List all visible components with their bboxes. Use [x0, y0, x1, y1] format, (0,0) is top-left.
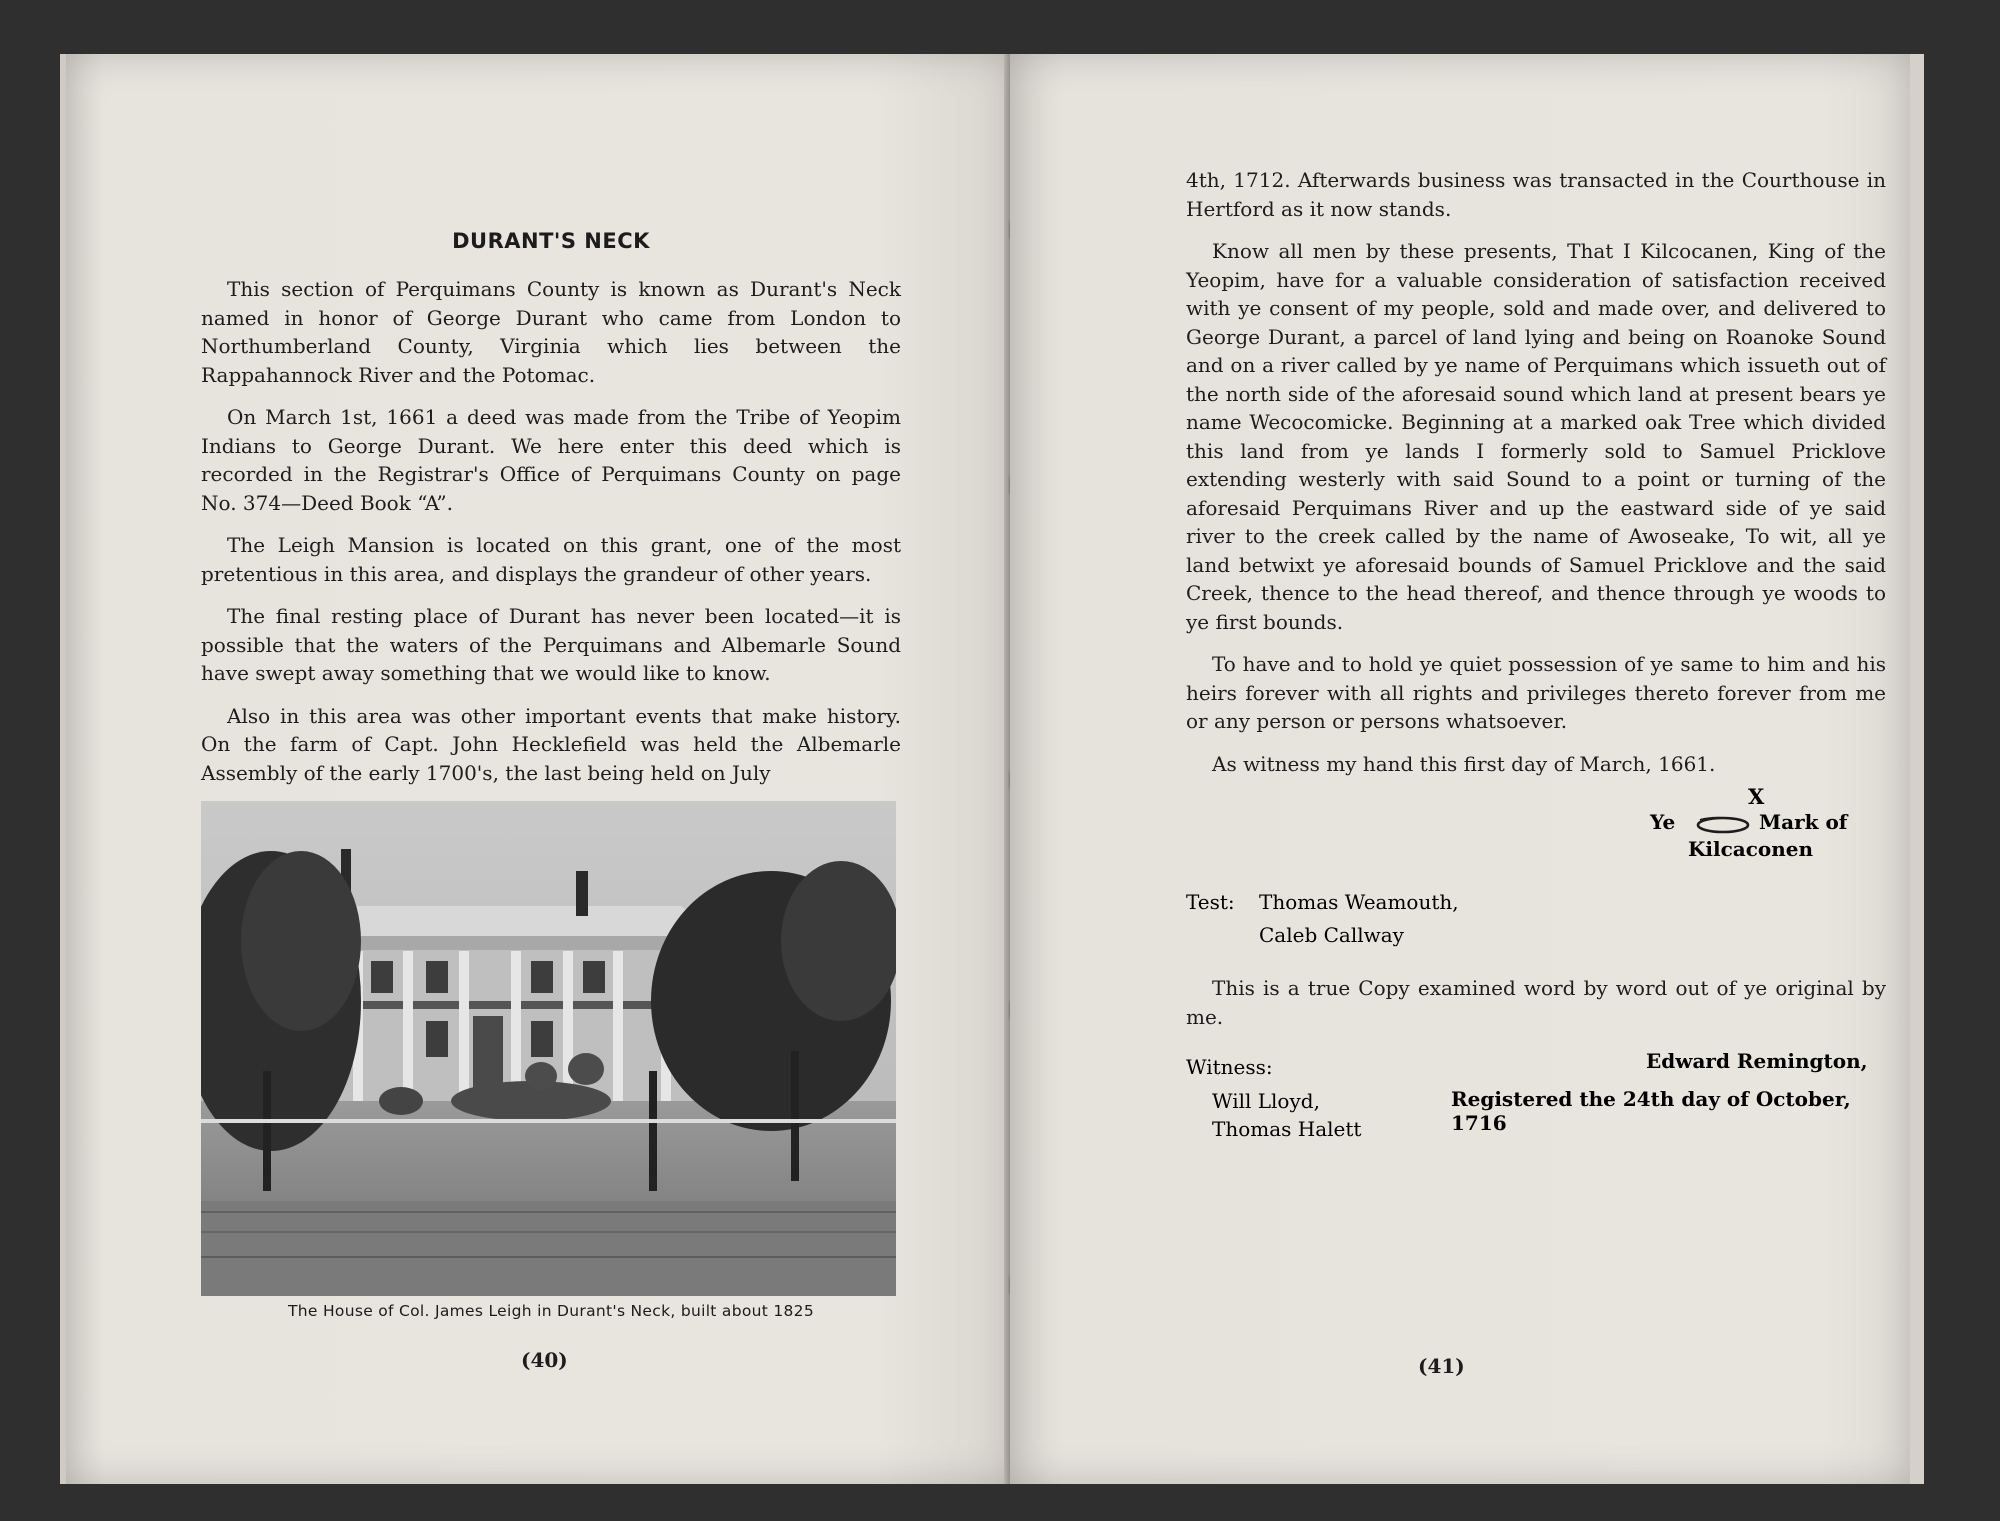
witness-block [1186, 1049, 1886, 1149]
test-label: Test: [1186, 890, 1235, 914]
paragraph: To have and to hold ye quiet possession of ye same to him and his heirs forever with all rights and privileges thereto forever from me or any person or persons whatsoever. [1186, 652, 1886, 733]
paragraph: On March 1st, 1661 a deed was made from the Tribe of Yeopim Indians to George Durant. We here enter this deed which is recorded in the Registrar's Office of Perquimans County on page No. 374—Deed Book “A”. [201, 405, 901, 515]
paragraph: The final resting place of Durant has never been located—it is possible that the waters of the Perquimans and Albemarle Sound have swept away something that we would like to know. [201, 604, 901, 685]
house-photo-illustration [201, 801, 896, 1296]
mark-x: X [1748, 784, 1765, 809]
mark-of-label: Mark of [1759, 810, 1848, 834]
paragraph: As witness my hand this first day of March, 1661. [1212, 751, 1716, 776]
page-title: DURANT'S NECK [452, 229, 650, 253]
registration-date: Registered the 24th day of October, 1716 [1451, 1087, 1851, 1135]
paragraph: The Leigh Mansion is located on this grant, one of the most pretentious in this area, and displays the grandeur of other years. [201, 533, 901, 586]
witness-label: Witness: [1186, 1055, 1273, 1079]
signature-mark-glyph [1694, 814, 1752, 836]
witness-name: Thomas Halett [1212, 1117, 1362, 1141]
mark-ye: Ye [1650, 810, 1676, 834]
house-photograph [201, 801, 896, 1296]
paragraph: This section of Perquimans County is known as Durant's Neck named in honor of George Durant who came from London to Northumberland County, Virginia which lies between the Rappahannock River and the Potomac. [201, 277, 901, 387]
open-booklet [60, 54, 1960, 1484]
registrar-name: Edward Remington, [1646, 1049, 1868, 1073]
page-number: (41) [1418, 1354, 1465, 1378]
page-number: (40) [521, 1348, 568, 1372]
paragraph: Know all men by these presents, That I Kilcocanen, King of the Yeopim, have for a valuable consideration of satisfaction received with ye consent of my people, sold and made over, and delivered to George Durant, a parcel of land lying and being on Roanoke Sound and on a river called by ye name of Perquimans which issueth out of the north side of the aforesaid sound which land at present bears ye name Wecocomicke. Beginning at a marked oak Tree which divided this land from ye lands I formerly sold to Samuel Pricklove extending westerly with said Sound to a point or turning of the aforesaid Perquimans River and up the eastward side of ye said river to the creek called by the name of Awoseake, To wit, all ye land betwixt ye aforesaid bounds of Samuel Pricklove and the said Creek, thence to the head thereof, and thence through ye woods to ye first bounds. [1186, 239, 1886, 634]
copy-statement: This is a true Copy examined word by word out of ye original by me. [1186, 976, 1886, 1029]
paragraph: 4th, 1712. Afterwards business was transacted in the Courthouse in Hertford as it now stands. [1186, 168, 1886, 221]
left-page-content [201, 229, 901, 1320]
witness-name: Will Lloyd, [1212, 1089, 1320, 1113]
photo-caption: The House of Col. James Leigh in Durant's Neck, built about 1825 [288, 1302, 814, 1320]
test-witnesses [1186, 890, 1886, 964]
right-page [1010, 54, 1924, 1484]
signature-mark [1186, 784, 1886, 876]
mark-name: Kilcaconen [1688, 837, 1814, 861]
left-page [60, 54, 1016, 1484]
test-name: Caleb Callway [1259, 923, 1404, 947]
test-name: Thomas Weamouth, [1259, 890, 1459, 914]
paragraph: Also in this area was other important events that make history. On the farm of Capt. John Hecklefield was held the Albemarle Assembly of the early 1700's, the last being held on July [201, 703, 901, 785]
right-page-content [1186, 166, 1886, 1149]
